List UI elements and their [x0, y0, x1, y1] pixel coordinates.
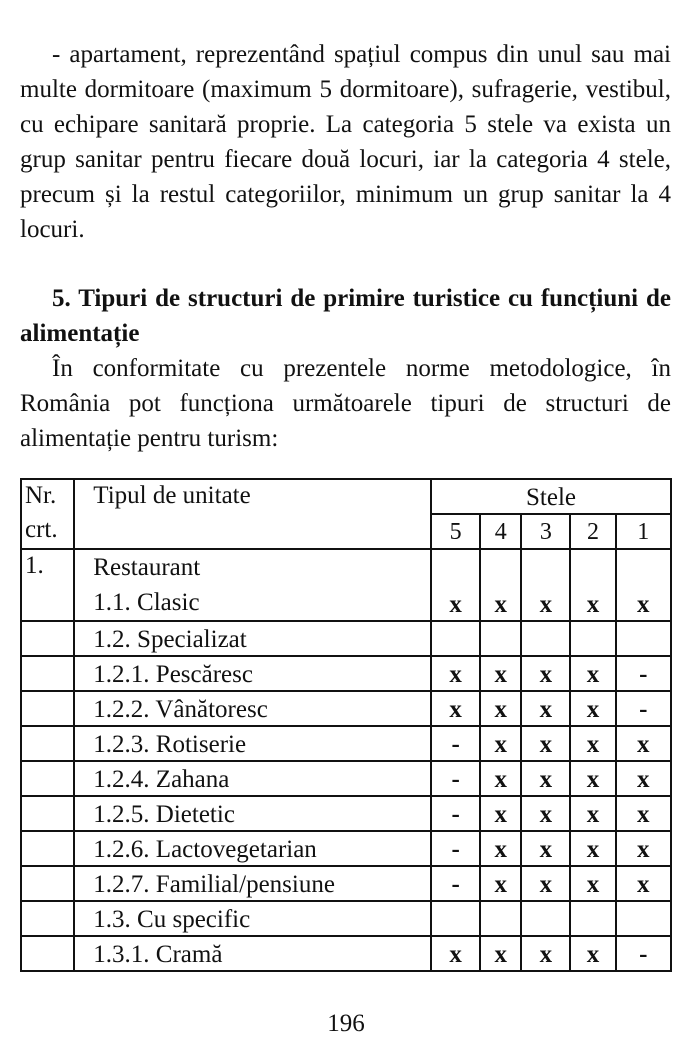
row-star-mark — [480, 621, 521, 656]
row-nr — [21, 656, 74, 691]
row-star-mark: x — [480, 549, 521, 621]
table-row — [21, 936, 671, 971]
row-nr — [21, 936, 74, 971]
row-unit-type: 1.2.1. Pescăresc — [74, 656, 431, 691]
row-nr: 1. — [21, 549, 74, 621]
section-paragraph: În conformitate cu prezentele norme metodologice, în România pot funcționa următoarele tipuri de structuri de alimentație pentru turism: — [20, 355, 671, 452]
row-nr — [21, 901, 74, 936]
table-row — [21, 656, 671, 691]
row-star-mark: x — [570, 726, 615, 761]
row-star-mark: x — [431, 936, 480, 971]
row-star-mark: x — [521, 726, 570, 761]
food-units-table — [20, 478, 672, 972]
row-star-mark: - — [431, 726, 480, 761]
row-star-mark: - — [431, 796, 480, 831]
table-row — [21, 761, 671, 796]
table-header-row — [21, 479, 671, 514]
row-star-mark: x — [480, 691, 521, 726]
row-star-mark: x — [480, 831, 521, 866]
row-star-mark: x — [616, 549, 671, 621]
row-nr — [21, 796, 74, 831]
section-heading: 5. Tipuri de structuri de primire turistice cu funcțiuni de alimentație — [20, 285, 671, 347]
header-star-3: 3 — [521, 514, 570, 549]
row-star-mark: - — [616, 691, 671, 726]
row-star-mark: x — [521, 656, 570, 691]
row-star-mark: x — [480, 796, 521, 831]
row-star-mark: x — [480, 761, 521, 796]
header-type-empty — [74, 514, 431, 549]
row-star-mark: x — [616, 761, 671, 796]
row-nr — [21, 726, 74, 761]
row-star-mark: x — [570, 796, 615, 831]
row-star-mark: x — [480, 726, 521, 761]
row-star-mark: x — [521, 796, 570, 831]
row-unit-type-line1: Restaurant — [93, 554, 201, 581]
row-unit-type: 1.2. Specializat — [74, 621, 431, 656]
table-row — [21, 691, 671, 726]
header-star-2: 2 — [570, 514, 615, 549]
row-unit-type: 1.2.5. Dietetic — [74, 796, 431, 831]
row-nr — [21, 621, 74, 656]
header-star-5: 5 — [431, 514, 480, 549]
row-star-mark: x — [521, 549, 570, 621]
row-star-mark: x — [570, 831, 615, 866]
page-number: 196 — [327, 1010, 365, 1037]
table-row — [21, 549, 671, 621]
intro-paragraph: - apartament, reprezentând spațiul compus din unul sau mai multe dormitoare (maximum 5 dormitoare), sufragerie, vestibul, cu echipare sanitară proprie. La categoria 5 stele va exista un grup sanitar pentru fiecare două locuri, iar la categoria 4 stele, precum și la restul categoriilor, minimum un grup sanitar la 4 locuri. — [20, 41, 671, 243]
row-star-mark: x — [570, 936, 615, 971]
row-nr — [21, 831, 74, 866]
row-star-mark: x — [431, 549, 480, 621]
row-star-mark: x — [570, 866, 615, 901]
table-subheader-row — [21, 514, 671, 549]
row-star-mark — [431, 901, 480, 936]
row-unit-type: 1.2.6. Lactovegetarian — [74, 831, 431, 866]
header-type: Tipul de unitate — [74, 479, 431, 514]
row-unit-type: 1.3.1. Cramă — [74, 936, 431, 971]
row-unit-type — [74, 549, 431, 621]
row-star-mark: x — [480, 656, 521, 691]
header-star-4: 4 — [480, 514, 521, 549]
row-star-mark — [521, 901, 570, 936]
row-star-mark: x — [616, 796, 671, 831]
table-body — [21, 549, 671, 971]
row-star-mark — [616, 901, 671, 936]
row-unit-type-line2: 1.1. Clasic — [93, 589, 200, 616]
row-star-mark: x — [521, 936, 570, 971]
row-star-mark — [616, 621, 671, 656]
row-star-mark: x — [570, 761, 615, 796]
row-unit-type: 1.2.2. Vânătoresc — [74, 691, 431, 726]
row-star-mark: - — [431, 761, 480, 796]
row-unit-type: 1.3. Cu specific — [74, 901, 431, 936]
row-star-mark — [521, 621, 570, 656]
row-unit-type: 1.2.3. Rotiserie — [74, 726, 431, 761]
row-star-mark: - — [431, 831, 480, 866]
row-star-mark — [570, 901, 615, 936]
header-stars-group: Stele — [431, 479, 671, 514]
row-star-mark: - — [616, 936, 671, 971]
row-star-mark: x — [480, 936, 521, 971]
row-star-mark — [431, 621, 480, 656]
table-row — [21, 901, 671, 936]
header-star-1: 1 — [616, 514, 671, 549]
row-star-mark: x — [521, 866, 570, 901]
row-nr — [21, 691, 74, 726]
table-row — [21, 866, 671, 901]
row-nr — [21, 761, 74, 796]
header-crt: crt. — [21, 514, 74, 549]
row-unit-type: 1.2.7. Familial/pensiune — [74, 866, 431, 901]
row-star-mark: x — [616, 866, 671, 901]
table-row — [21, 831, 671, 866]
row-star-mark: x — [570, 656, 615, 691]
row-star-mark: x — [480, 866, 521, 901]
row-star-mark: - — [616, 656, 671, 691]
row-nr — [21, 866, 74, 901]
table-row — [21, 796, 671, 831]
row-star-mark: - — [431, 866, 480, 901]
header-nr: Nr. — [21, 479, 74, 514]
row-star-mark: x — [431, 656, 480, 691]
row-star-mark: x — [521, 761, 570, 796]
row-star-mark: x — [570, 691, 615, 726]
row-unit-type: 1.2.4. Zahana — [74, 761, 431, 796]
row-star-mark — [570, 621, 615, 656]
row-star-mark: x — [570, 549, 615, 621]
row-star-mark — [480, 901, 521, 936]
row-star-mark: x — [616, 726, 671, 761]
row-star-mark: x — [431, 691, 480, 726]
table-row — [21, 726, 671, 761]
row-star-mark: x — [616, 831, 671, 866]
table-row — [21, 621, 671, 656]
row-star-mark: x — [521, 831, 570, 866]
row-star-mark: x — [521, 691, 570, 726]
